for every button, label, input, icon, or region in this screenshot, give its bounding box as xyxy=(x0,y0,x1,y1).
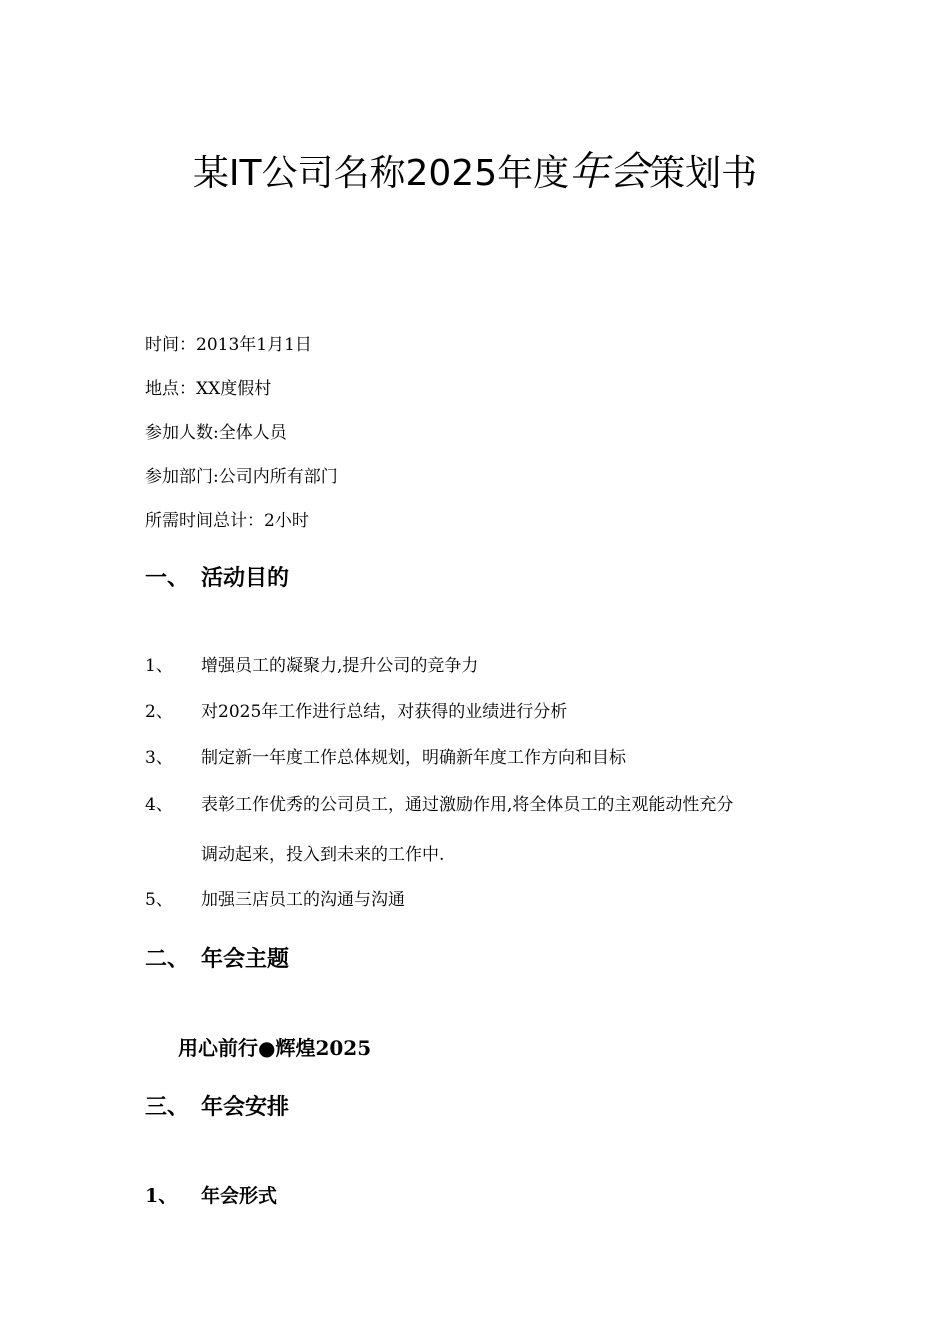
info-duration: 所需时间总计：2小时 xyxy=(145,511,309,531)
list-text-continuation: 调动起来，投入到未来的工作中. xyxy=(201,845,445,865)
info-time: 时间：2013年1月1日 xyxy=(145,335,312,355)
section-title: 年会主题 xyxy=(201,947,290,972)
section-heading-purpose xyxy=(145,561,289,592)
section-heading-arrangement xyxy=(145,1090,289,1121)
theme-text: 用心前行●辉煌2025 xyxy=(178,1036,372,1060)
list-item xyxy=(145,651,478,676)
list-text: 制定新一年度工作总体规划，明确新年度工作方向和目标 xyxy=(201,748,626,768)
list-text: 增强员工的凝聚力,提升公司的竞争力 xyxy=(201,656,479,676)
list-item xyxy=(145,743,626,768)
info-place: 地点：XX度假村 xyxy=(145,379,272,399)
title-part-end: 策划书 xyxy=(649,153,758,194)
section-heading-theme xyxy=(145,942,289,973)
list-text: 表彰工作优秀的公司员工，通过激励作用,将全体员工的主观能动性充分 xyxy=(201,795,734,815)
section-number: 三、 xyxy=(145,1095,190,1120)
list-text: 加强三店员工的沟通与沟通 xyxy=(201,890,405,910)
sub-heading xyxy=(145,1181,277,1208)
document-title xyxy=(0,140,950,197)
section-number: 二、 xyxy=(145,947,190,972)
sub-heading-title: 年会形式 xyxy=(201,1185,278,1207)
section-title: 年会安排 xyxy=(201,1095,290,1120)
list-item xyxy=(145,697,567,722)
section-number: 一、 xyxy=(145,566,190,591)
list-number: 5、 xyxy=(145,890,173,910)
list-number: 1、 xyxy=(145,656,173,676)
info-attendees: 参加人数:全体人员 xyxy=(145,423,287,443)
sub-heading-number: 1、 xyxy=(145,1185,178,1207)
info-departments: 参加部门:公司内所有部门 xyxy=(145,467,338,487)
list-number: 3、 xyxy=(145,748,173,768)
list-text: 对2025年工作进行总结，对获得的业绩进行分析 xyxy=(201,702,568,722)
title-part-main: 某IT公司名称2025年度 xyxy=(192,153,570,194)
list-item xyxy=(145,885,405,910)
list-number: 2、 xyxy=(145,702,173,722)
title-part-italic: 年会 xyxy=(569,149,650,195)
list-item xyxy=(145,790,733,815)
section-title: 活动目的 xyxy=(201,566,290,591)
list-number: 4、 xyxy=(145,795,173,815)
